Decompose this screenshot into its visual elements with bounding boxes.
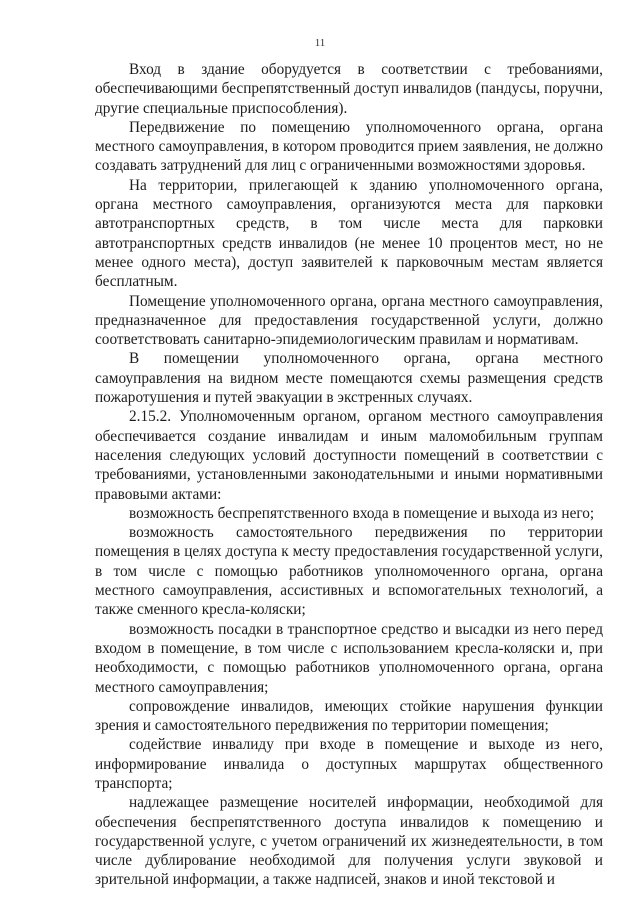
list-item-free-entry: возможность беспрепятственного входа в помещение и выхода из него; xyxy=(129,504,595,522)
list-item-escort: сопровождение инвалидов, имеющих стойкие нарушения функции зрения и самостоятельного передвижения по территории помещения; xyxy=(95,697,603,735)
list-item-independent-movement: возможность самостоятельного передвижения по территории помещения в целях доступа к месту предоставления государственной услуги, в том числе с помощью работников уполномоченного органа, органа местного самоуправления, ассистивных и вспомогательных технологий, а также сменного кресла-коляски; xyxy=(95,524,603,619)
paragraph-evacuation-schemes: В помещении уполномоченного органа, органа местного самоуправления на видном месте помещаются схемы размещения средств пожаротушения и путей эвакуации в экстренных случаях. xyxy=(95,350,603,407)
list-item-vehicle-boarding: возможность посадки в транспортное средство и высадки из него перед входом в помещение, в том числе с использованием кресла-коляски и, при необходимости, с помощью работников уполномоченного органа, органа местного самоуправления; xyxy=(95,620,603,696)
document-body xyxy=(95,60,603,890)
paragraph-parking: На территории, прилегающей к зданию уполномоченного органа, органа местного самоуправления, организуются места для парковки автотранспортных средств, в том числе места для парковки автотранспортных средств инвалидов (не менее 10 процентов мест, но не менее одного места), доступ заявителей к парковочным местам является бесплатным. xyxy=(95,176,603,291)
list-item-assistance: содействие инвалиду при входе в помещение и выходе из него, информирование инвалида о доступных маршрутах общественного транспорта; xyxy=(95,736,603,792)
paragraph-movement-inside: Передвижение по помещению уполномоченного органа, органа местного самоуправления, в котором проводится прием заявления, не должно создавать затруднений для лиц с ограниченными возможностями здоровья. xyxy=(95,118,603,175)
list-item-information-placement: надлежащее размещение носителей информации, необходимой для обеспечения беспрепятственного доступа инвалидов к помещению и государственной услуге, с учетом ограничений их жизнедеятельности, в том числе дублирование необходимой для получения услуги звуковой и зрительной информации, а также надписей, знаков и иной текстовой и xyxy=(95,794,603,889)
paragraph-entrance-equipment: Вход в здание оборудуется в соответствии с требованиями, обеспечивающими беспрепятственный доступ инвалидов (пандусы, поручни, другие специальные приспособления). xyxy=(95,61,603,117)
page-number: 11 xyxy=(314,37,326,49)
paragraph-sanitary-rules: Помещение уполномоченного органа, органа местного самоуправления, предназначенное для предоставления государственной услуги, должно соответствовать санитарно-эпидемиологическим правилам и нормативам. xyxy=(95,292,603,349)
paragraph-accessibility-conditions: 2.15.2. Уполномоченным органом, органом местного самоуправления обеспечивается создание инвалидам и иным маломобильным группам населения следующих условий доступности помещений в соответствии с требованиями, установленными законодательными и иными нормативными правовыми актами: xyxy=(95,408,603,503)
